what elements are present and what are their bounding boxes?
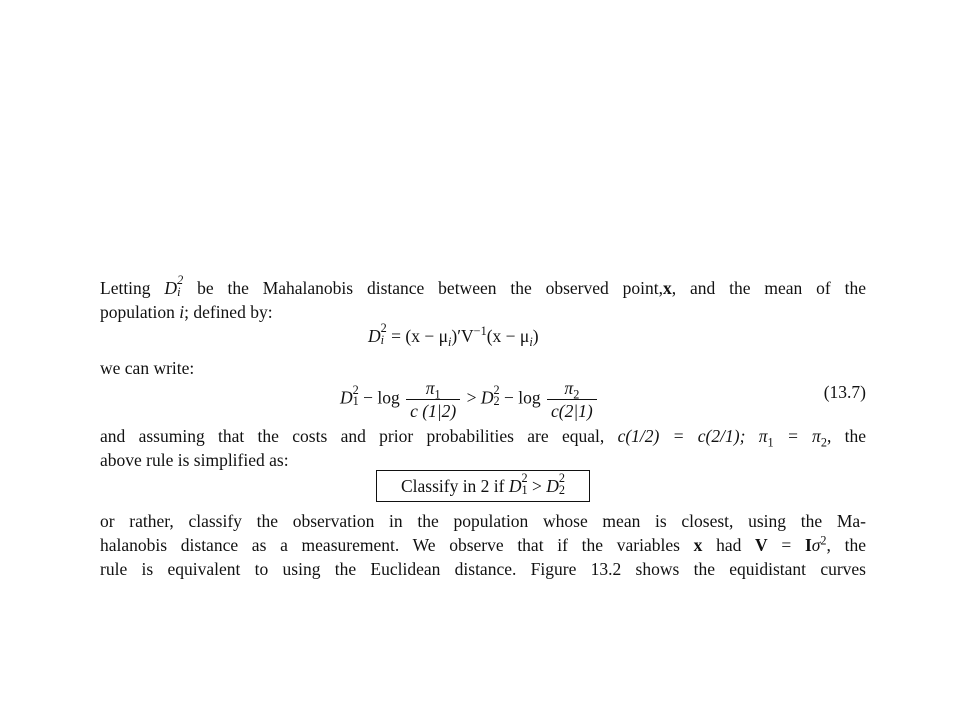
text-assuming: and assuming that the costs and prior probabilities are equal,: [100, 426, 605, 446]
math-d-i-squared: D 2 i: [164, 273, 184, 299]
text-we-can-write: we can write:: [100, 358, 195, 378]
text-rule-simplified: above rule is simplified as:: [100, 450, 289, 470]
math-x-bold: x: [663, 277, 672, 298]
math-v-equals-i-sigma: $V = I\sigma^2$: [755, 533, 827, 555]
boxed-classification-rule: Classify in 2 if D 2 1 > D 2 2: [376, 470, 590, 502]
paragraph-or-rather-line-1: or rather, classify the observation in the population whose mean is closest, using the Ma-: [100, 511, 866, 531]
text-defined-by: ; defined by:: [184, 301, 273, 322]
fraction-pi2-over-c21: $\frac{\pi_2}{c(2|1)}$: [547, 378, 597, 421]
paragraph-intro: [100, 275, 866, 324]
text-the-2: , the: [826, 535, 867, 555]
math-pi-equal: = π: [786, 426, 821, 446]
equation-classification-rule: D 2 1 − log $\frac{\pi_1}{c (1|2)}$ > D 2 2 − log $\frac{\pi_2}{c(2|1)}$: [340, 378, 599, 421]
boxed-text: Classify in 2 if: [400, 476, 505, 496]
eq-def-mid: )′V: [451, 325, 474, 346]
paragraph-intro-line-2: [100, 300, 866, 324]
text-population: population: [100, 301, 175, 322]
math-costs-equal: c(1/2) = c(2/1); π: [617, 426, 768, 446]
math-x-bold-2: x: [693, 535, 703, 555]
text-mahalanobis: be the Mahalanobis distance between the observed point,: [197, 277, 663, 298]
paragraph-or-rather: [100, 509, 866, 581]
paragraph-assuming: [100, 424, 866, 472]
text-the: , the: [826, 426, 867, 446]
text-mean-of: , and the mean of the: [671, 277, 866, 298]
math-i: i: [179, 301, 185, 322]
paragraph-we-can-write: [100, 356, 866, 380]
eq-def-rhs: = (x − μ: [391, 325, 448, 346]
eq-def-d: D: [368, 325, 381, 346]
equation-number: (13.7): [823, 382, 866, 402]
eq-def-tail: (x − μ: [486, 325, 530, 346]
text-had: had: [716, 535, 742, 555]
fraction-pi1-over-c12: $\frac{\pi_1}{c (1|2)}$: [406, 378, 460, 421]
paragraph-or-rather-line-3: rule is equivalent to using the Euclidean distance. Figure 13.2 shows the equidistant curves: [100, 559, 866, 579]
paragraph-or-rather-line-2: [100, 533, 866, 557]
text-halanobis: halanobis distance as a measurement. We observe that if the variables: [100, 535, 680, 555]
equation-mahalanobis-definition: D 2 i = $(x - \mu_i)'V^{-1}(x - \mu_i)$: [368, 321, 539, 350]
paragraph-assuming-line-1: and assuming that the costs and prior probabilities are equal, c(1/2) = c(2/1); $\pi_1 = \pi_2$, the: [100, 426, 867, 450]
paragraph-intro-line-1: [100, 275, 866, 300]
text-letting: Letting: [100, 277, 151, 298]
